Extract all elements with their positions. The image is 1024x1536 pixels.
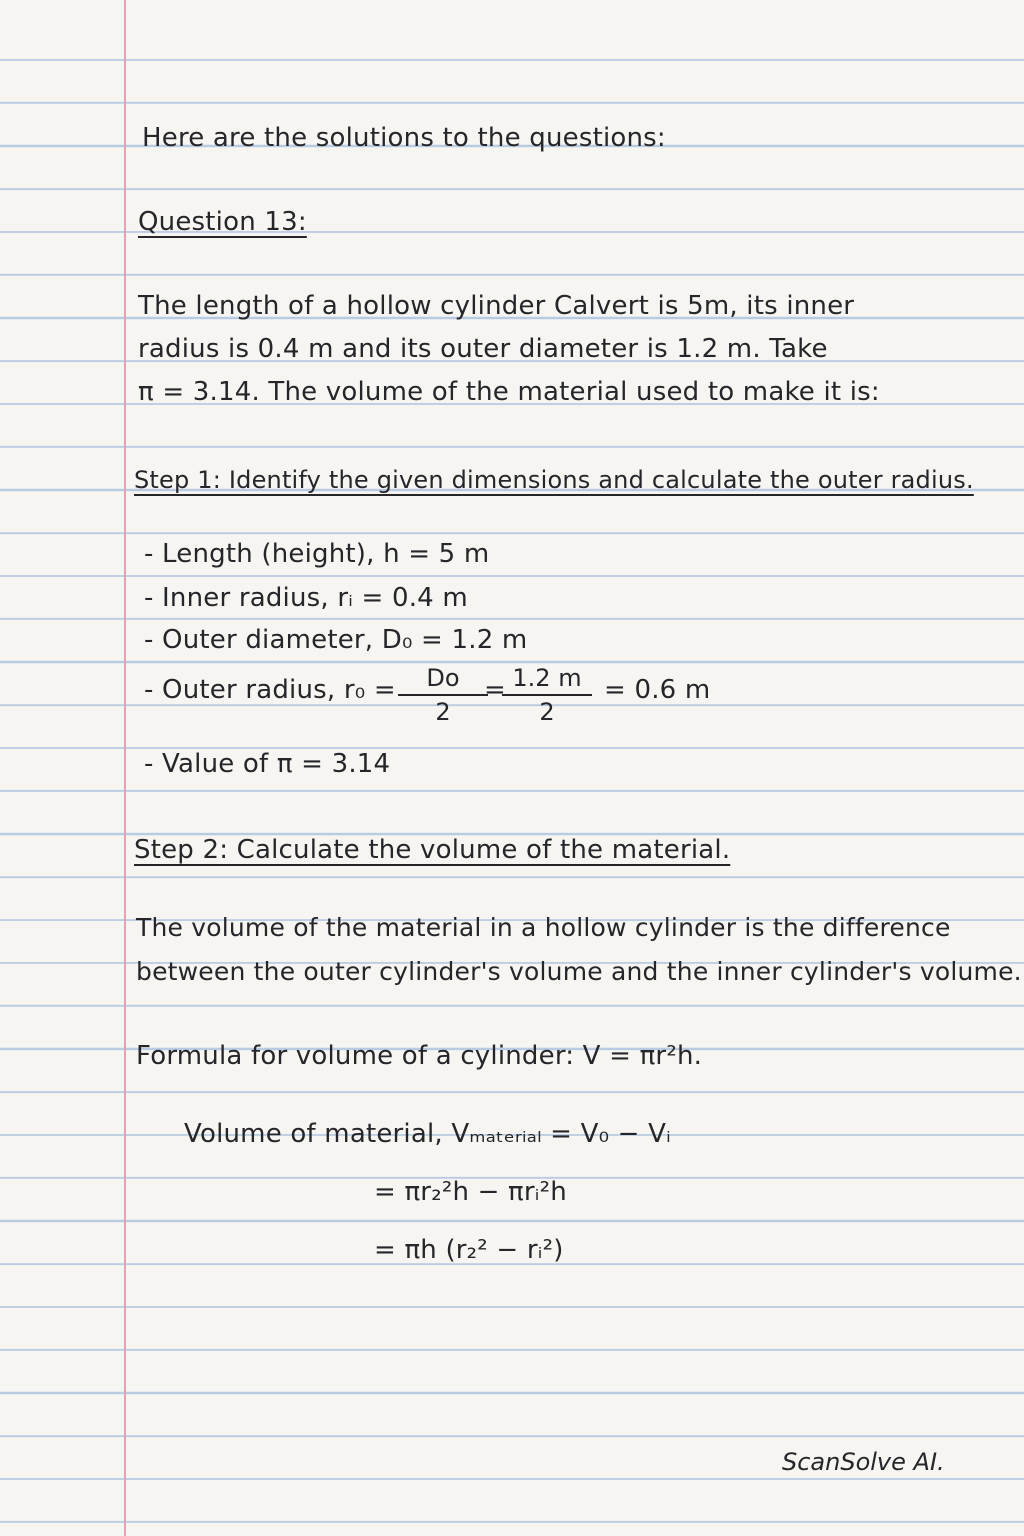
step1-item-outer-diameter: - Outer diameter, D₀ = 1.2 m (144, 625, 528, 655)
fraction-denominator: 2 (539, 698, 555, 726)
step1-outer-radius-label: - Outer radius, r₀ = (144, 675, 396, 705)
question-line-2: radius is 0.4 m and its outer diameter is 1.2 m. Take (138, 334, 828, 364)
step1-heading: Step 1: Identify the given dimensions and calculate the outer radius. (134, 466, 974, 494)
derivation-line-3: = πh (r₂² − rᵢ²) (374, 1235, 564, 1265)
cylinder-volume-formula: Formula for volume of a cylinder: V = πr²h. (136, 1041, 703, 1071)
derivation-line-2: = πr₂²h − πrᵢ²h (374, 1177, 567, 1207)
step1-item-length: - Length (height), h = 5 m (144, 539, 490, 569)
fraction-denominator: 2 (435, 698, 451, 726)
step1-item-inner-radius: - Inner radius, rᵢ = 0.4 m (144, 583, 468, 613)
scansolve-signature: ScanSolve AI. (782, 1448, 945, 1476)
fraction-do-over-2 (398, 664, 488, 726)
margin-line (124, 0, 126, 1536)
equals-sign: = (484, 675, 506, 705)
intro-text: Here are the solutions to the questions: (142, 123, 666, 153)
outer-radius-result: = 0.6 m (604, 675, 711, 705)
question-title: Question 13: (138, 207, 307, 237)
step2-explanation-line-1: The volume of the material in a hollow cylinder is the difference (136, 913, 951, 942)
question-line-1: The length of a hollow cylinder Calvert is 5m, its inner (138, 291, 855, 321)
question-line-3: π = 3.14. The volume of the material used to make it is: (138, 377, 880, 407)
step2-heading: Step 2: Calculate the volume of the material. (134, 835, 731, 865)
step1-pi-value: - Value of π = 3.14 (144, 749, 391, 779)
fraction-1-2m-over-2 (502, 664, 592, 726)
fraction-numerator: 1.2 m (502, 664, 592, 696)
derivation-line-1: Volume of material, Vₘₐₜₑᵣᵢₐₗ = V₀ − Vᵢ (184, 1119, 671, 1149)
fraction-numerator: Do (398, 664, 488, 696)
step2-explanation-line-2: between the outer cylinder's volume and the inner cylinder's volume. (136, 957, 1022, 986)
